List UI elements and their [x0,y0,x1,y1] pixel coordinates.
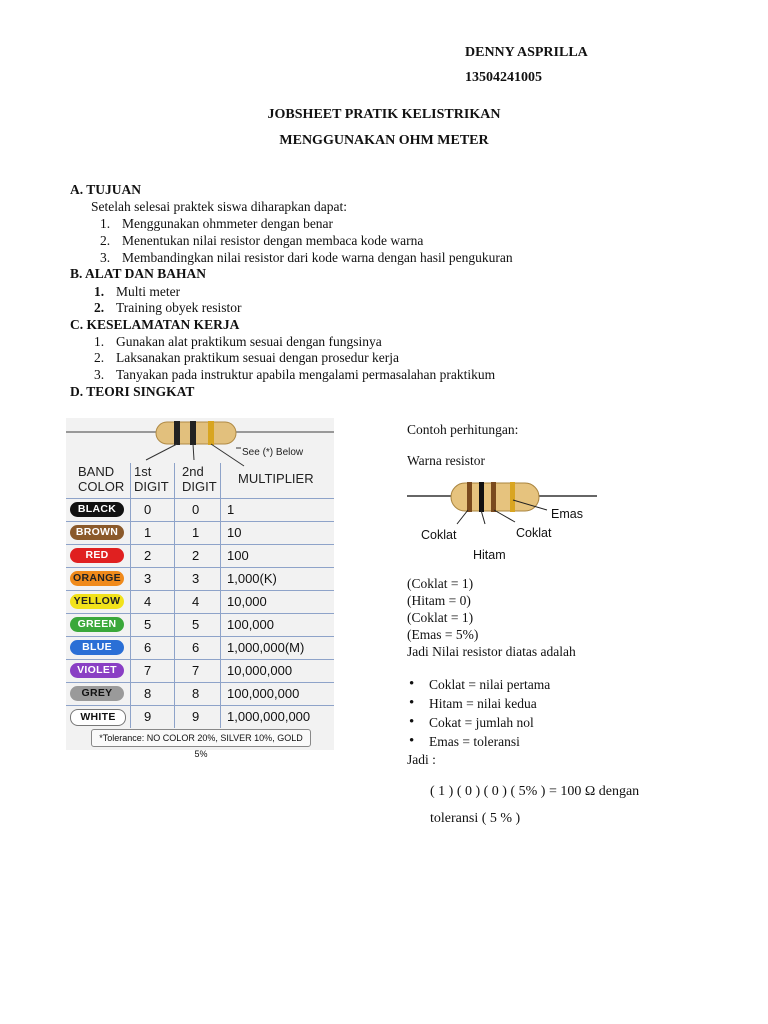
multiplier-cell: 10,000,000 [227,663,293,678]
author-name: DENNY ASPRILLA [465,45,588,60]
list-item: 1. Gunakan alat praktikum sesuai dengan fungsinya [94,334,382,349]
color-pill: BLACK [70,502,124,517]
multiplier-cell: 1,000,000(M) [227,640,305,655]
list-item: 2. Training obyek resistor [94,300,242,315]
digit-cell: 3 [144,571,152,586]
result-line2: toleransi ( 5 % ) [430,811,521,826]
section-c-heading: C. KESELAMATAN KERJA [70,317,240,332]
label-emas: Emas [551,507,583,521]
multiplier-cell: 100,000 [227,617,274,632]
list-item: 1. Menggunakan ohmmeter dengan benar [100,216,334,231]
table-row [66,613,334,637]
label-coklat-right: Coklat [516,526,552,540]
doc-title-line2: MENGGUNAKAN OHM METER [279,133,489,148]
list-item: • Coklat = nilai pertama [407,677,550,696]
doc-title-line1: JOBSHEET PRATIK KELISTRIKAN [267,107,501,122]
multiplier-cell: 100 [227,548,249,563]
color-pill: VIOLET [70,663,124,678]
table-row [66,498,334,522]
table-row [66,659,334,683]
multiplier-cell: 1,000(K) [227,571,277,586]
table-row [66,544,334,568]
digit-cell: 1 [192,525,200,540]
multiplier-cell: 1,000,000,000 [227,709,311,724]
section-b-heading: B. ALAT DAN BAHAN [70,266,207,281]
label-coklat-left: Coklat [421,528,457,542]
jadi-label: Jadi : [407,752,436,767]
digit-cell: 8 [192,686,200,701]
list-item: 3. Tanyakan pada instruktur apabila mengalami permasalahan praktikum [94,367,496,382]
value-line: (Coklat = 1) [407,610,474,625]
digit-cell: 9 [192,709,200,724]
section-a-heading: A. TUJUAN [70,182,142,197]
digit-cell: 4 [144,594,152,609]
color-code-chart [66,418,334,759]
table-row [66,567,334,591]
digit-cell: 0 [144,502,152,517]
digit-cell: 3 [192,571,200,586]
digit-cell: 7 [144,663,152,678]
bullet-list [407,677,550,753]
tolerance-note: *Tolerance: NO COLOR 20%, SILVER 10%, GOLD 5% [91,729,311,747]
list-item: 3. Membandingkan nilai resistor dari kode warna dengan hasil pengukuran [100,250,513,265]
table-row [66,682,334,706]
section-a-intro: Setelah selesai praktek siswa diharapkan dapat: [91,199,348,214]
digit-cell: 1 [144,525,152,540]
digit-cell: 2 [192,548,200,563]
value-line: (Hitam = 0) [407,593,471,608]
color-pill: YELLOW [70,594,124,609]
example-heading: Contoh perhitungan: [407,422,519,437]
color-pill: ORANGE [70,571,124,586]
digit-cell: 5 [144,617,152,632]
digit-cell: 9 [144,709,152,724]
digit-cell: 4 [192,594,200,609]
list-item: 2. Laksanakan praktikum sesuai dengan prosedur kerja [94,350,400,365]
result-line1: ( 1 ) ( 0 ) ( 0 ) ( 5% ) = 100 Ω dengan [430,784,640,799]
multiplier-cell: 10,000 [227,594,267,609]
digit-cell: 6 [192,640,200,655]
list-item: 2. Menentukan nilai resistor dengan membaca kode warna [100,233,424,248]
digit-cell: 7 [192,663,200,678]
value-line: (Emas = 5%) [407,627,479,642]
section-d-heading: D. TEORI SINGKAT [70,384,195,399]
list-item: • Cokat = jumlah nol [407,715,550,734]
color-pill: GREEN [70,617,124,632]
color-pill: RED [70,548,124,563]
multiplier-cell: 100,000,000 [227,686,300,701]
table-row [66,636,334,660]
header-first: 1st [134,464,152,479]
list-item: • Emas = toleransi [407,734,550,753]
digit-cell: 8 [144,686,152,701]
color-pill: BROWN [70,525,124,540]
digit-cell: 5 [192,617,200,632]
digit-cell: 6 [144,640,152,655]
header-digit-2: DIGIT [182,479,217,494]
value-line: (Coklat = 1) [407,576,474,591]
table-row [66,705,334,729]
example-subheading: Warna resistor [407,453,486,468]
author-id: 13504241005 [465,70,542,85]
table-row [66,590,334,614]
color-pill: GREY [70,686,124,701]
list-item: • Hitam = nilai kedua [407,696,550,715]
color-pill: BLUE [70,640,124,655]
header-band: BAND [78,464,115,479]
see-below-note: See (*) Below [242,447,304,458]
conclusion-text: Jadi Nilai resistor diatas adalah [407,644,576,659]
multiplier-cell: 10 [227,525,242,540]
label-hitam: Hitam [473,548,506,562]
header-multiplier: MULTIPLIER [238,471,314,486]
color-pill: WHITE [70,709,126,726]
multiplier-cell: 1 [227,502,235,517]
header-digit-1: DIGIT [134,479,169,494]
digit-cell: 2 [144,548,152,563]
digit-cell: 0 [192,502,200,517]
table-row [66,521,334,545]
header-second: 2nd [182,464,204,479]
header-color: COLOR [78,479,125,494]
list-item: 1. Multi meter [94,284,181,299]
